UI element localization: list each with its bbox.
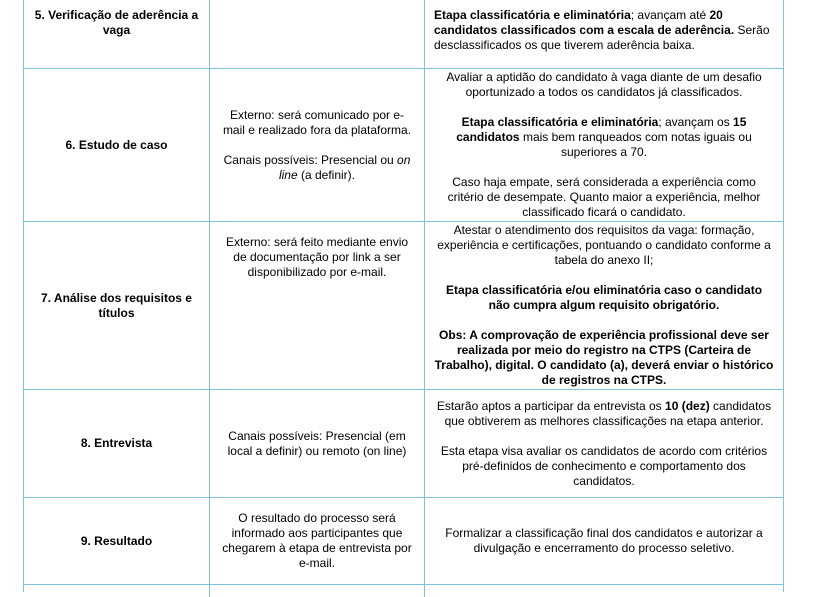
- method-cell: Externo: será feito mediante envio de documentação por link a ser disponibilizado por e-mail.: [209, 222, 424, 389]
- table-row: [24, 0, 783, 69]
- table-row: [24, 498, 783, 585]
- stage-title: 8. Entrevista: [80, 436, 153, 450]
- method-cell: [209, 585, 424, 597]
- stage-title: 7. Análise dos requisitos e títulos: [41, 290, 192, 320]
- table-row: [24, 69, 783, 222]
- method-cell: Externo: será comunicado por e-mail e realizado fora da plataforma. Canais possíveis: Presencial ou on line (a definir).: [209, 69, 424, 221]
- process-stages-table: [23, 0, 784, 592]
- description-cell: Estarão aptos a participar da entrevista os 10 (dez) candidatos que obtiverem as melhores classificações na etapa anterior. Esta etapa visa avaliar os candidatos de acordo com critérios pré-definidos de conhecimento e comportamento dos candidatos.: [424, 390, 783, 497]
- stage-cell: [24, 69, 209, 221]
- stage-cell: [24, 222, 209, 389]
- stage-title: 6. Estudo de caso: [65, 137, 168, 152]
- stage-title: 9. Resultado: [80, 533, 153, 548]
- description-cell: [424, 585, 783, 597]
- method-cell: [209, 0, 424, 68]
- method-cell: O resultado do processo será informado aos participantes que chegarem à etapa de entrevista por e-mail.: [209, 498, 424, 584]
- description-cell: Formalizar a classificação final dos candidatos e autorizar a divulgação e encerramento do processo seletivo.: [424, 498, 783, 584]
- stage-cell: [24, 390, 209, 497]
- method-cell: Canais possíveis: Presencial (em local a definir) ou remoto (on line): [209, 390, 424, 497]
- description-cell: Etapa classificatória e eliminatória; avançam até 20 candidatos classificados com a escala de aderência. Serão desclassificados os que tiverem aderência baixa.: [424, 0, 783, 68]
- description-cell: Atestar o atendimento dos requisitos da vaga: formação, experiência e certificações, pontuando o candidato conforme a tabela do anexo II; Etapa classificatória e/ou eliminatória caso o candidato não cumpra algum requisito obrigatório. Obs: A comprovação de experiência profissional deve ser realizada por meio do registro na CTPS (Carteira de Trabalho), digital. O candidato (a), deverá enviar o histórico de registros na CTPS.: [424, 222, 783, 389]
- table-row-partial: [24, 585, 783, 592]
- stage-cell: [24, 585, 209, 597]
- description-cell: Avaliar a aptidão do candidato à vaga diante de um desafio oportunizado a todos os candidatos já classificados. Etapa classificatória e eliminatória; avançam os 15 candidatos mais bem ranqueados com notas iguais ou superiores a 70. Caso haja empate, será considerada a experiência como critério de desempate. Quanto maior a experiência, melhor classificado ficará o candidato.: [424, 69, 783, 221]
- table-row: [24, 390, 783, 498]
- stage-title: 5. Verificação de aderência a vaga: [34, 8, 199, 37]
- table-row: [24, 222, 783, 390]
- stage-cell: [24, 498, 209, 584]
- stage-cell: [24, 0, 209, 68]
